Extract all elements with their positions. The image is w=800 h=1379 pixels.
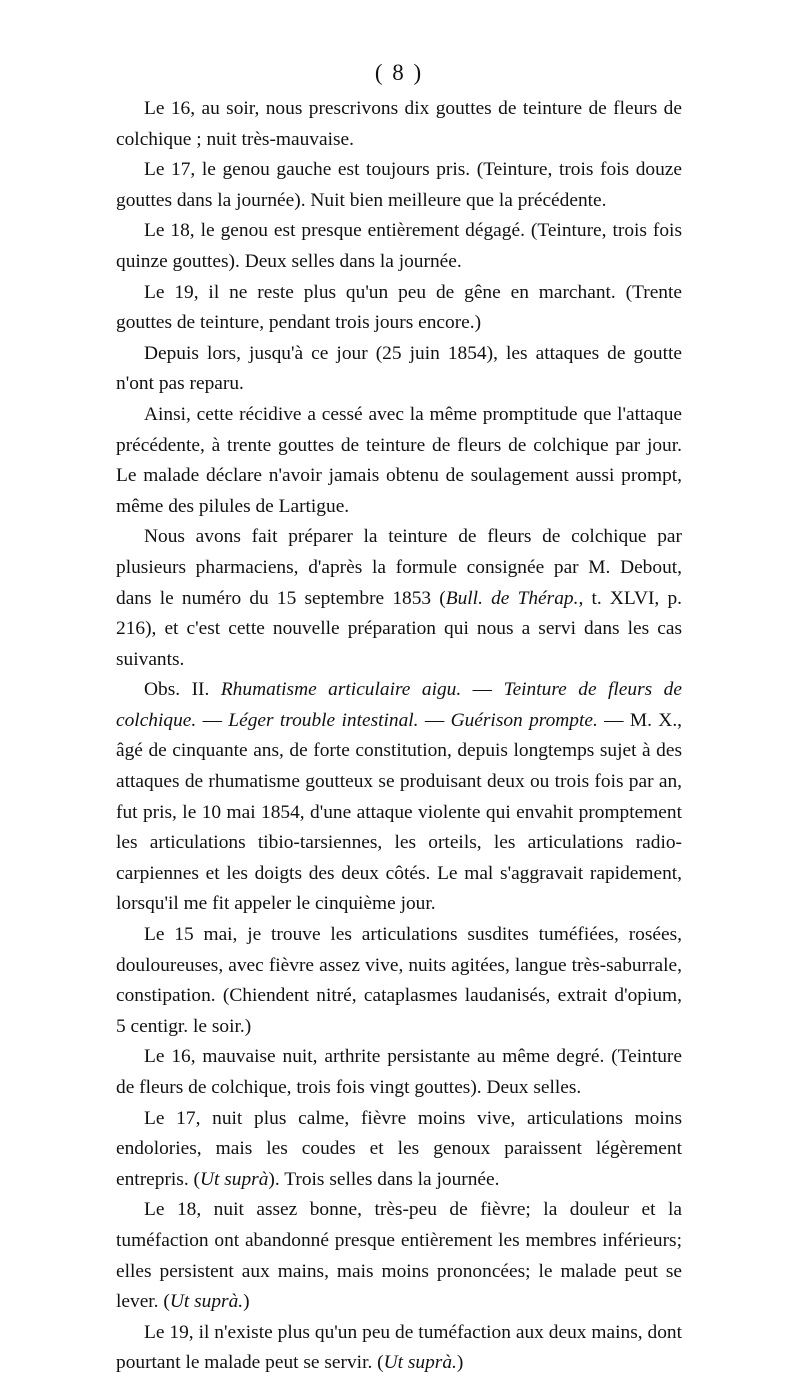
observation-two bbox=[116, 675, 682, 920]
ut-supra-19: Ut suprà. bbox=[383, 1352, 457, 1374]
page-number: ( 8 ) bbox=[374, 60, 424, 85]
paragraph-15-mai: Le 15 mai, je trouve les articulations susdites tuméfiées, rosées, douloureuses, avec fièvre assez vive, nuits agitées, langue très-saburrale, constipation. (Chiendent nitré, cataplasmes laudanisés, extrait d'opium, 5 centigr. le soir.) bbox=[116, 924, 682, 1037]
ut-supra-17: Ut suprà bbox=[200, 1168, 269, 1190]
p11-before: Le 17, nuit plus calme, fièvre moins vive, articulations moins endolories, mais les coudes et les genoux paraissent légèrement entrepris. ( bbox=[116, 1107, 682, 1190]
paragraph-preparation bbox=[116, 522, 682, 675]
obs-title-teinture: Teinture de fleurs de colchique. bbox=[116, 679, 682, 731]
p12-before: Le 18, nuit assez bonne, très-peu de fièvre; la douleur et la tuméfaction ont abandonné presque entièrement les membres inférieurs; elles persistent aux mains, mais moins prononcées; le malade peut se lever. ( bbox=[116, 1199, 682, 1313]
paragraph-18-nuit-bonne bbox=[116, 1195, 682, 1317]
paragraph-19: Le 19, il ne reste plus qu'un peu de gêne en marchant. (Trente gouttes de teinture, pendant trois jours encore.) bbox=[116, 281, 682, 334]
paragraph-ainsi: Ainsi, cette récidive a cessé avec la même promptitude que l'attaque précédente, à trente gouttes de teinture de fleurs de colchique par jour. Le malade déclare n'avoir jamais obtenu de soulagement aussi prompt, même des pilules de Lartigue. bbox=[116, 403, 682, 517]
paragraph-18: Le 18, le genou est presque entièrement dégagé. (Teinture, trois fois quinze gouttes). Deux selles dans la journée. bbox=[116, 220, 682, 272]
paragraph-17-nuit-calme bbox=[116, 1104, 682, 1196]
obs-title-rhumatisme: Rhumatisme articulaire aigu. bbox=[220, 679, 462, 701]
obs-title-trouble: Léger trouble intestinal. bbox=[228, 709, 419, 731]
ut-supra-18: Ut suprà. bbox=[169, 1291, 244, 1313]
obs-label: Obs. II. bbox=[144, 679, 210, 701]
obs-title-guerison: Guérison prompte. bbox=[450, 709, 598, 731]
obs-sep-2: — bbox=[196, 709, 229, 731]
obs-sep-1: — bbox=[461, 679, 504, 701]
obs-sep-3: — bbox=[418, 709, 451, 731]
paragraph-16-evening: Le 16, au soir, nous prescrivons dix gouttes de teinture de fleurs de colchique ; nuit très-mauvaise. bbox=[116, 98, 682, 150]
page bbox=[116, 58, 682, 1379]
paragraph-depuis-lors: Depuis lors, jusqu'à ce jour (25 juin 1854), les attaques de goutte n'ont pas reparu. bbox=[116, 342, 682, 395]
p13-after: ) bbox=[456, 1352, 464, 1374]
paragraph-16-mauvaise-nuit: Le 16, mauvaise nuit, arthrite persistante au même degré. (Teinture de fleurs de colchique, trois fois vingt gouttes). Deux selles. bbox=[116, 1046, 682, 1098]
citation-bull-therap: Bull. de Thérap. bbox=[445, 587, 579, 609]
p13-before: Le 19, il n'existe plus qu'un peu de tuméfaction aux deux mains, dont pourtant le malade peut se servir. ( bbox=[116, 1321, 682, 1374]
paragraph-17: Le 17, le genou gauche est toujours pris. (Teinture, trois fois douze gouttes dans la journée). Nuit bien meilleure que la précédente. bbox=[116, 159, 682, 211]
preparation-text-after: , t. XLVI, p. 216), et c'est cette nouvelle préparation qui nous a servi dans les cas suivants. bbox=[116, 587, 683, 670]
p12-after: ) bbox=[243, 1291, 250, 1313]
p11-after: ). Trois selles dans la journée. bbox=[268, 1168, 500, 1190]
paragraph-19-tumefaction bbox=[116, 1318, 682, 1379]
obs-body: — M. X., âgé de cinquante ans, de forte constitution, depuis longtemps sujet à des attaques de rhumatisme goutteux se produisant deux ou trois fois par an, fut pris, le 10 mai 1854, d'une attaque violente qui envahit promptement les articulations tibio-tarsiennes, les orteils, les articulations radio-carpiennes et les doigts des deux côtés. Le mal s'aggravait rapidement, lorsqu'il me fit appeler le cinquième jour. bbox=[116, 709, 683, 915]
preparation-text-before: Nous avons fait préparer la teinture de fleurs de colchique par plusieurs pharmaciens, d'après la formule consignée par M. Debout, dans le numéro du 15 septembre 1853 ( bbox=[116, 526, 682, 609]
